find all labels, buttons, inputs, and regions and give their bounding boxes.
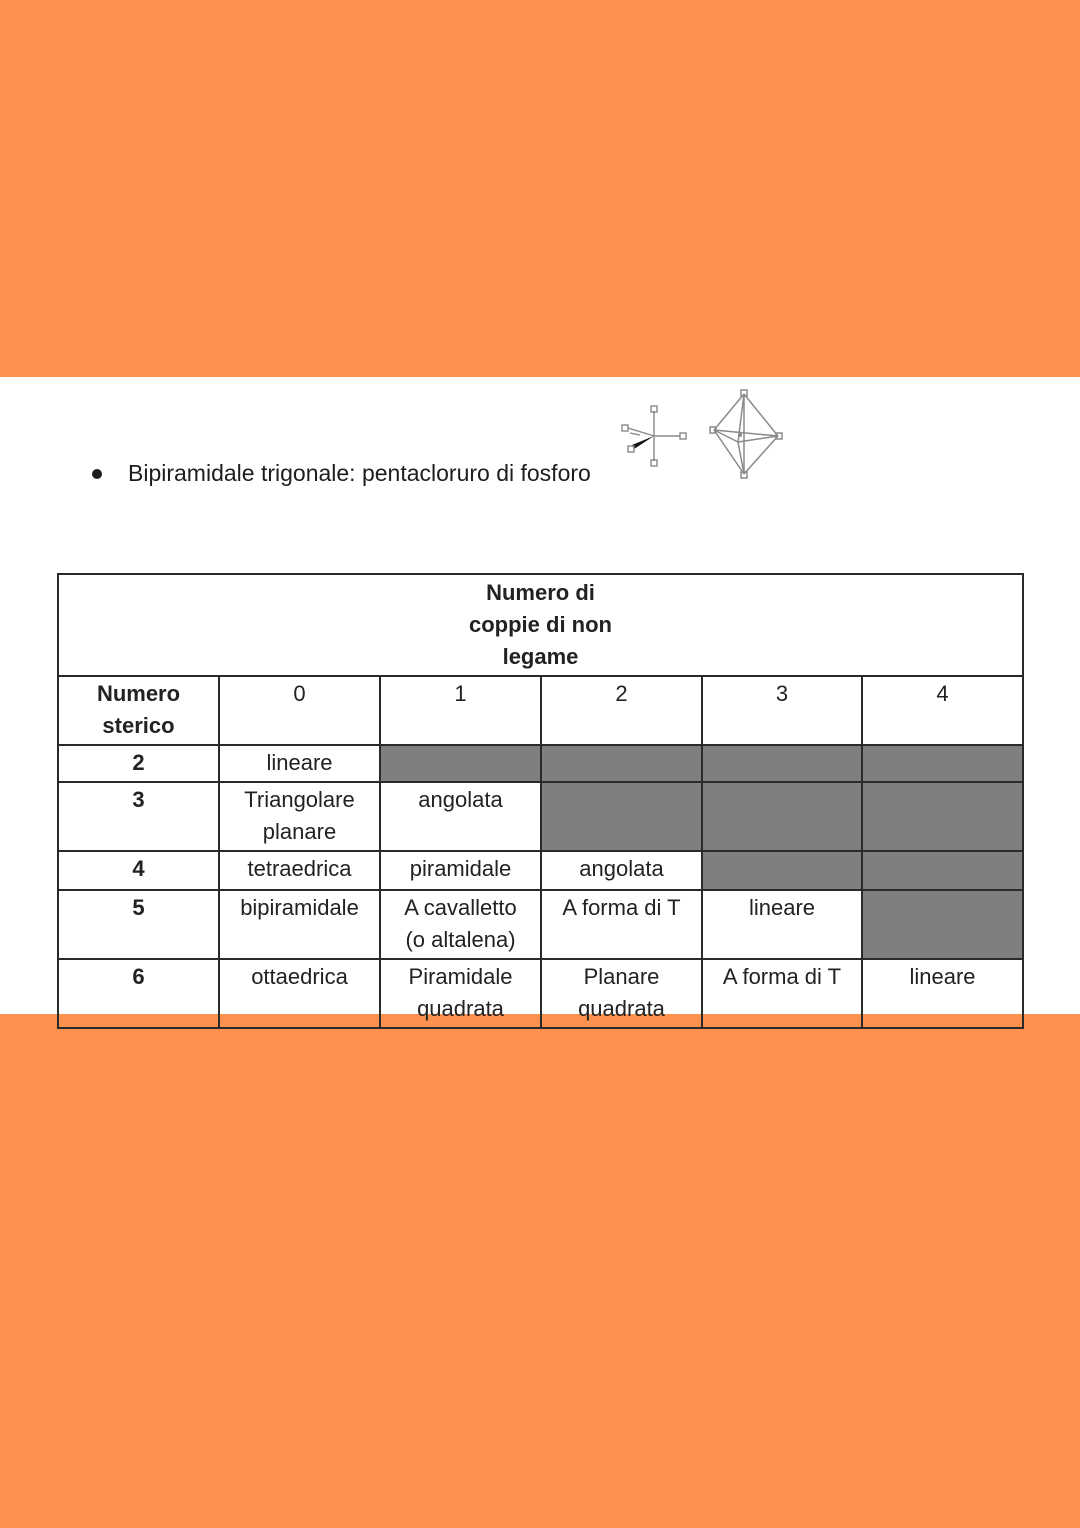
geometry-cell (380, 890, 541, 959)
shaded-cell (380, 745, 541, 782)
bullet-text: Bipiramidale trigonale: pentacloruro di fosforo (128, 460, 591, 486)
group-header-text: Numero di coppie di non legame (469, 580, 612, 669)
shaded-cell (702, 851, 862, 890)
geometry-cell: lineare (219, 745, 380, 782)
shaded-cell (862, 890, 1023, 959)
shaded-cell (862, 782, 1023, 851)
geometry-cell (380, 959, 541, 1028)
geometry-cell: lineare (862, 959, 1023, 1028)
geometry-text: A cavalletto (o altalena) (404, 895, 517, 952)
table-row (58, 890, 1023, 959)
shaded-cell (862, 745, 1023, 782)
table-row (58, 745, 1023, 782)
steric-number-cell: 2 (58, 745, 219, 782)
column-header: 0 (219, 676, 380, 745)
geometry-cell: A forma di T (702, 959, 862, 1028)
column-header: 4 (862, 676, 1023, 745)
geometry-cell: A forma di T (541, 890, 702, 959)
table-row (58, 782, 1023, 851)
pcl5-wedge-structure-icon (618, 403, 690, 469)
geometry-text: Piramidale quadrata (408, 964, 513, 1021)
bullet-dot-icon (92, 469, 102, 479)
table-header-row (58, 574, 1023, 676)
row-header-text: Numero sterico (96, 681, 181, 738)
geometry-text: Triangolare planare (244, 787, 355, 844)
shaded-cell (541, 745, 702, 782)
geometry-text: Planare quadrata (578, 964, 665, 1021)
trigonal-bipyramid-icon (708, 388, 784, 480)
table-row (58, 851, 1023, 890)
geometry-cell: ottaedrica (219, 959, 380, 1028)
steric-number-cell: 3 (58, 782, 219, 851)
row-header-cell (58, 676, 219, 745)
column-header-row (58, 676, 1023, 745)
shaded-cell (541, 782, 702, 851)
steric-number-cell: 4 (58, 851, 219, 890)
geometry-cell: tetraedrica (219, 851, 380, 890)
column-header: 1 (380, 676, 541, 745)
bottom-orange-band (0, 1014, 1080, 1528)
shaded-cell (862, 851, 1023, 890)
geometry-cell (219, 782, 380, 851)
vsepr-table (57, 573, 1024, 1029)
geometry-cell: piramidale (380, 851, 541, 890)
shaded-cell (702, 745, 862, 782)
geometry-cell: angolata (541, 851, 702, 890)
shaded-cell (702, 782, 862, 851)
geometry-cell: lineare (702, 890, 862, 959)
geometry-cell: bipiramidale (219, 890, 380, 959)
group-header-cell (58, 574, 1023, 676)
geometry-cell: angolata (380, 782, 541, 851)
top-orange-band (0, 0, 1080, 377)
steric-number-cell: 5 (58, 890, 219, 959)
table-row (58, 959, 1023, 1028)
column-header: 3 (702, 676, 862, 745)
geometry-cell (541, 959, 702, 1028)
bullet-item (92, 460, 591, 487)
steric-number-cell: 6 (58, 959, 219, 1028)
column-header: 2 (541, 676, 702, 745)
